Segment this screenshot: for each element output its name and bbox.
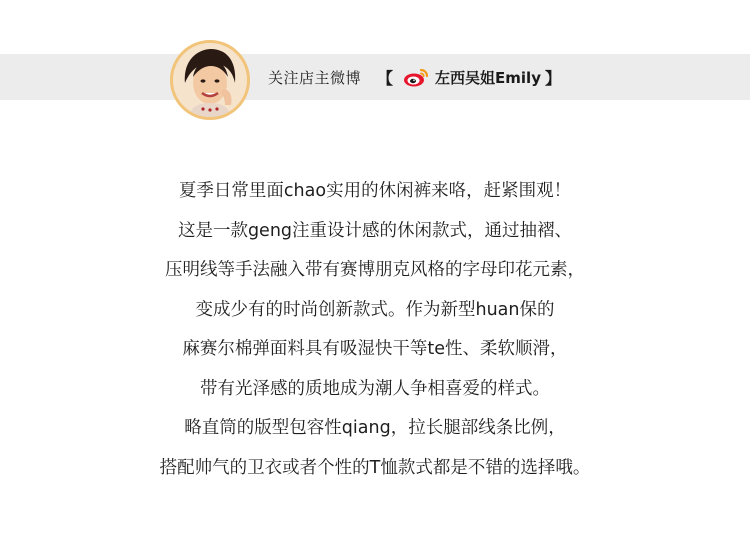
description-line: 略直筒的版型包容性qiang，拉长腿部线条比例， bbox=[184, 418, 566, 438]
follow-weibo-row[interactable] bbox=[268, 54, 561, 100]
weibo-icon[interactable] bbox=[403, 67, 429, 87]
description-line: 夏季日常里面chao实用的休闲裤来咯，赶紧围观！ bbox=[178, 181, 572, 201]
avatar-portrait bbox=[173, 43, 247, 117]
account-name[interactable]: 左西吴姐Emily bbox=[435, 68, 541, 87]
follow-label: 关注店主微博 bbox=[268, 68, 362, 87]
bracket-open: 【 bbox=[377, 68, 394, 88]
product-description bbox=[0, 172, 750, 488]
description-line: 这是一款geng注重设计感的休闲款式，通过抽褶、 bbox=[177, 220, 573, 241]
bracket-close: 】 bbox=[544, 68, 561, 88]
description-line: 压明线等手法融入带有赛博朋克风格的字母印花元素， bbox=[165, 260, 585, 280]
shop-owner-avatar[interactable] bbox=[170, 40, 250, 120]
description-line: 带有光泽感的质地成为潮人争相喜爱的样式。 bbox=[200, 378, 550, 399]
description-line: 麻赛尔棉弹面料具有吸湿快干等te性、柔软顺滑， bbox=[182, 339, 568, 359]
description-line: 变成少有的时尚创新款式。作为新型huan保的 bbox=[195, 299, 555, 320]
description-line: 搭配帅气的卫衣或者个性的T恤款式都是不错的选择哦。 bbox=[159, 457, 591, 478]
